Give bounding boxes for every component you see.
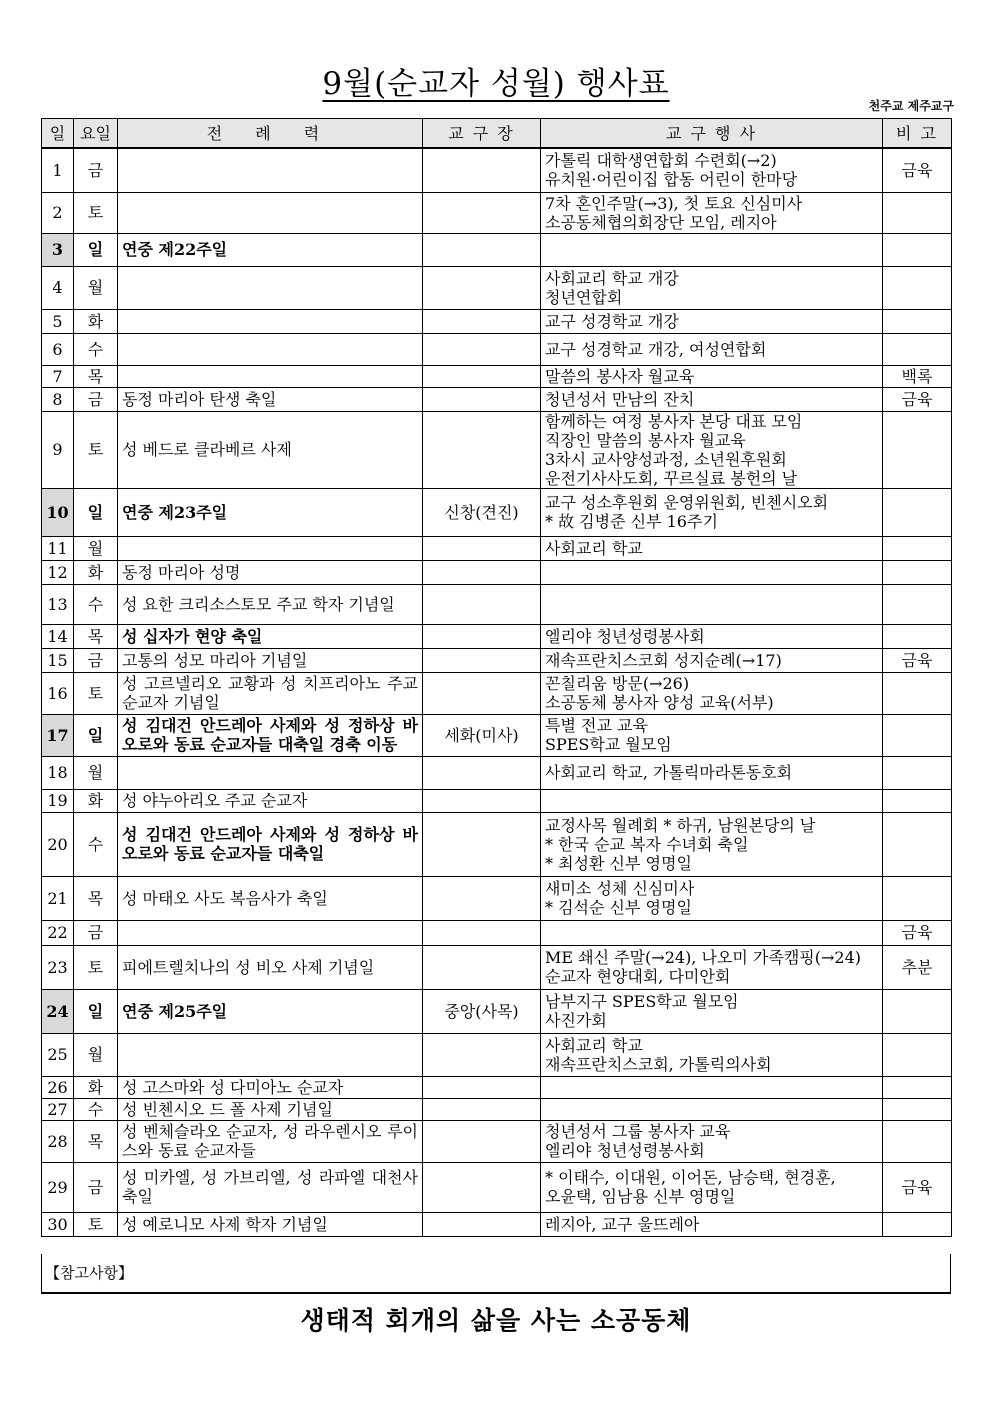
- event-line: 특별 전교 교육: [545, 716, 648, 735]
- bishop-cell: [423, 333, 541, 365]
- event-line: 재속프란치스코회, 가톨릭의사회: [545, 1054, 772, 1074]
- weekday-cell: 금: [74, 920, 118, 945]
- events-cell: [541, 192, 883, 233]
- event-line: * 최성환 신부 영명일: [545, 853, 692, 873]
- note-cell: [883, 560, 952, 584]
- events-cell: [541, 387, 883, 411]
- bishop-cell: [423, 233, 541, 266]
- day-cell: 13: [42, 584, 74, 624]
- day-cell: 10: [42, 488, 74, 536]
- weekday-cell: 토: [74, 192, 118, 233]
- liturgy-text: 성 김대건 안드레아 사제와 성 정하상 바오로와 동료 순교자들 대축일: [122, 825, 418, 863]
- day-cell: 27: [42, 1098, 74, 1120]
- day-cell: 22: [42, 920, 74, 945]
- reference-section: [41, 1254, 951, 1294]
- day-cell: 17: [42, 714, 74, 756]
- table-row: [42, 648, 952, 672]
- weekday-cell: 수: [74, 812, 118, 876]
- table-row: [42, 789, 952, 812]
- day-cell: 18: [42, 756, 74, 789]
- weekday-cell: 토: [74, 411, 118, 488]
- event-line: 사회교리 학교: [545, 538, 643, 558]
- table-row: [42, 945, 952, 989]
- note-cell: 금육: [883, 920, 952, 945]
- bishop-cell: [423, 1162, 541, 1212]
- weekday-cell: 금: [74, 148, 118, 192]
- note-cell: [883, 812, 952, 876]
- table-row: [42, 1076, 952, 1098]
- table-header-row: [42, 119, 952, 149]
- bishop-cell: [423, 624, 541, 648]
- bishop-cell: 중앙(사목): [423, 989, 541, 1033]
- events-cell: [541, 920, 883, 945]
- events-cell: [541, 812, 883, 876]
- event-line: SPES학교 월모임: [545, 735, 672, 754]
- bishop-cell: [423, 1033, 541, 1076]
- note-cell: [883, 488, 952, 536]
- day-cell: 19: [42, 789, 74, 812]
- liturgy-text: 성 야누아리오 주교 순교자: [122, 791, 308, 810]
- note-cell: [883, 756, 952, 789]
- event-line: 사진가회: [545, 1011, 607, 1030]
- event-line: 순교자 현양대회, 다미안회: [545, 967, 731, 986]
- note-cell: [883, 989, 952, 1033]
- event-line: 교정사목 월례회 * 하귀, 남원본당의 날: [545, 815, 816, 835]
- liturgy-cell: [118, 309, 423, 333]
- note-cell: 금육: [883, 148, 952, 192]
- footer-slogan: 생태적 회개의 삶을 사는 소공동체: [300, 1306, 692, 1335]
- weekday-cell: 목: [74, 1120, 118, 1162]
- table-row: [42, 365, 952, 387]
- event-line: 소공동체협의회장단 모임, 레지아: [545, 212, 777, 232]
- weekday-cell: 월: [74, 266, 118, 309]
- day-cell: 1: [42, 148, 74, 192]
- event-line: 사회교리 학교 개강: [545, 268, 679, 288]
- note-cell: [883, 1212, 952, 1236]
- weekday-cell: 토: [74, 945, 118, 989]
- note-cell: [883, 1076, 952, 1098]
- liturgy-cell: [118, 148, 423, 192]
- bishop-cell: [423, 266, 541, 309]
- note-cell: 금육: [883, 387, 952, 411]
- bishop-cell: [423, 876, 541, 920]
- liturgy-text: 성 미카엘, 성 가브리엘, 성 라파엘 대천사 축일: [122, 1168, 418, 1206]
- liturgy-cell: [118, 945, 423, 989]
- event-line: 레지아, 교구 울뜨레아: [545, 1214, 700, 1234]
- liturgy-cell: [118, 365, 423, 387]
- events-cell: [541, 1098, 883, 1120]
- events-cell: [541, 1162, 883, 1212]
- events-cell: [541, 333, 883, 365]
- liturgy-cell: [118, 624, 423, 648]
- events-cell: [541, 789, 883, 812]
- liturgy-text: 성 예로니모 사제 학자 기념일: [122, 1214, 328, 1234]
- note-cell: [883, 672, 952, 714]
- liturgy-cell: [118, 989, 423, 1033]
- liturgy-cell: [118, 411, 423, 488]
- table-row: [42, 1120, 952, 1162]
- liturgy-cell: [118, 672, 423, 714]
- event-line: 청년연합회: [545, 287, 623, 307]
- note-cell: [883, 333, 952, 365]
- liturgy-cell: [118, 1212, 423, 1236]
- events-cell: [541, 309, 883, 333]
- event-line: 직장인 말씀의 봉사자 월교육: [545, 430, 746, 450]
- liturgy-cell: [118, 714, 423, 756]
- event-line: 남부지구 SPES학교 월모임: [545, 992, 739, 1011]
- note-cell: 금육: [883, 1162, 952, 1212]
- header-liturgy: 전 례 력: [118, 119, 423, 149]
- liturgy-text: 성 빈첸시오 드 폴 사제 기념일: [122, 1099, 333, 1119]
- table-row: [42, 233, 952, 266]
- events-cell: [541, 411, 883, 488]
- table-row: [42, 387, 952, 411]
- table-row: [42, 1162, 952, 1212]
- events-cell: [541, 989, 883, 1033]
- liturgy-cell: [118, 192, 423, 233]
- weekday-cell: 수: [74, 584, 118, 624]
- note-cell: 백록: [883, 365, 952, 387]
- table-row: [42, 584, 952, 624]
- event-line: 사회교리 학교: [545, 1035, 643, 1055]
- event-line: 새미소 성체 신심미사: [545, 879, 695, 898]
- liturgy-text: 연중 제22주일: [122, 240, 228, 259]
- liturgy-cell: [118, 1076, 423, 1098]
- page-title: 9월(순교자 성월) 행사표: [322, 66, 670, 102]
- event-line: 재속프란치스코회 성지순례(→17): [545, 650, 782, 670]
- liturgy-cell: [118, 584, 423, 624]
- weekday-cell: 일: [74, 989, 118, 1033]
- day-cell: 5: [42, 309, 74, 333]
- table-row: [42, 333, 952, 365]
- bishop-cell: [423, 789, 541, 812]
- day-cell: 9: [42, 411, 74, 488]
- event-line: 엘리야 청년성령봉사회: [545, 1141, 705, 1160]
- day-cell: 4: [42, 266, 74, 309]
- liturgy-cell: [118, 920, 423, 945]
- table-row: [42, 1212, 952, 1236]
- weekday-cell: 월: [74, 536, 118, 560]
- bishop-cell: [423, 411, 541, 488]
- bishop-cell: [423, 584, 541, 624]
- table-row: [42, 148, 952, 192]
- event-line: * 김석순 신부 영명일: [545, 898, 692, 917]
- bishop-cell: [423, 1098, 541, 1120]
- bishop-cell: [423, 648, 541, 672]
- liturgy-cell: [118, 876, 423, 920]
- liturgy-cell: [118, 333, 423, 365]
- header-dow: 요일: [74, 119, 118, 149]
- event-line: 엘리야 청년성령봉사회: [545, 626, 705, 646]
- events-cell: [541, 560, 883, 584]
- liturgy-text: 성 고르넬리오 교황과 성 치프리아노 주교 순교자 기념일: [122, 674, 418, 712]
- table-row: [42, 560, 952, 584]
- event-line: 청년성서 그룹 봉사자 교육: [545, 1122, 731, 1141]
- liturgy-text: 성 베드로 클라베르 사제: [122, 440, 292, 459]
- bishop-cell: [423, 309, 541, 333]
- table-row: [42, 812, 952, 876]
- bishop-cell: 세화(미사): [423, 714, 541, 756]
- liturgy-text: 동정 마리아 탄생 축일: [122, 389, 277, 409]
- bishop-cell: [423, 560, 541, 584]
- event-line: 3차시 교사양성과정, 소년원후원회: [545, 449, 787, 469]
- events-cell: [541, 945, 883, 989]
- event-line: 오윤택, 임남용 신부 영명일: [545, 1187, 736, 1206]
- day-cell: 23: [42, 945, 74, 989]
- header-note: 비 고: [883, 119, 952, 149]
- event-line: 사회교리 학교, 가톨릭마라톤동호회: [545, 763, 793, 782]
- table-row: [42, 624, 952, 648]
- events-cell: [541, 266, 883, 309]
- weekday-cell: 월: [74, 756, 118, 789]
- weekday-cell: 금: [74, 648, 118, 672]
- header-day: 일: [42, 119, 74, 149]
- liturgy-text: 동정 마리아 성명: [122, 562, 241, 582]
- events-cell: [541, 1212, 883, 1236]
- event-line: 소공동체 봉사자 양성 교육(서부): [545, 693, 774, 712]
- events-cell: [541, 648, 883, 672]
- event-line: 교구 성경학교 개강, 여성연합회: [545, 339, 767, 359]
- events-cell: [541, 1033, 883, 1076]
- bishop-cell: [423, 945, 541, 989]
- bishop-cell: [423, 812, 541, 876]
- note-cell: [883, 233, 952, 266]
- events-cell: [541, 365, 883, 387]
- table-row: [42, 411, 952, 488]
- events-cell: [541, 148, 883, 192]
- bishop-cell: [423, 756, 541, 789]
- liturgy-text: 성 마태오 사도 복음사가 축일: [122, 888, 328, 908]
- organization-label: 천주교 제주교구: [868, 99, 954, 113]
- weekday-cell: 금: [74, 387, 118, 411]
- liturgy-cell: [118, 536, 423, 560]
- day-cell: 15: [42, 648, 74, 672]
- schedule-body: [42, 148, 952, 1236]
- bishop-cell: [423, 387, 541, 411]
- event-line: 가톨릭 대학생연합회 수련회(→2): [545, 151, 777, 171]
- header-events: 교 구 행 사: [541, 119, 883, 149]
- liturgy-text: 성 요한 크리소스토모 주교 학자 기념일: [122, 594, 395, 614]
- table-row: [42, 672, 952, 714]
- day-cell: 24: [42, 989, 74, 1033]
- table-row: [42, 714, 952, 756]
- liturgy-cell: [118, 1120, 423, 1162]
- events-cell: [541, 714, 883, 756]
- schedule-table: [41, 118, 952, 1237]
- liturgy-text: 연중 제23주일: [122, 502, 228, 522]
- liturgy-text: 피에트렐치나의 성 비오 사제 기념일: [122, 957, 375, 977]
- weekday-cell: 목: [74, 876, 118, 920]
- day-cell: 6: [42, 333, 74, 365]
- weekday-cell: 화: [74, 1076, 118, 1098]
- liturgy-cell: [118, 488, 423, 536]
- table-row: [42, 756, 952, 789]
- events-cell: [541, 1120, 883, 1162]
- table-row: [42, 309, 952, 333]
- event-line: 말씀의 봉사자 월교육: [545, 366, 695, 386]
- note-cell: [883, 876, 952, 920]
- liturgy-cell: [118, 560, 423, 584]
- events-cell: [541, 756, 883, 789]
- liturgy-cell: [118, 648, 423, 672]
- liturgy-cell: [118, 387, 423, 411]
- bishop-cell: [423, 672, 541, 714]
- event-line: * 故 김병준 신부 16주기: [545, 512, 718, 531]
- table-row: [42, 192, 952, 233]
- event-line: 유치원·어린이집 합동 어린이 한마당: [545, 170, 798, 190]
- bishop-cell: [423, 1120, 541, 1162]
- liturgy-cell: [118, 1162, 423, 1212]
- liturgy-cell: [118, 1098, 423, 1120]
- event-line: * 한국 순교 복자 수녀회 축일: [545, 834, 749, 854]
- event-line: 꼰칠리움 방문(→26): [545, 674, 690, 693]
- note-cell: [883, 1120, 952, 1162]
- event-line: ME 쇄신 주말(→24), 나오미 가족캠핑(→24): [545, 948, 862, 967]
- liturgy-text: 성 고스마와 성 다미아노 순교자: [122, 1077, 344, 1097]
- note-cell: [883, 624, 952, 648]
- day-cell: 11: [42, 536, 74, 560]
- table-row: [42, 920, 952, 945]
- day-cell: 14: [42, 624, 74, 648]
- bishop-cell: [423, 365, 541, 387]
- table-row: [42, 1098, 952, 1120]
- bishop-cell: [423, 192, 541, 233]
- note-cell: [883, 1098, 952, 1120]
- day-cell: 30: [42, 1212, 74, 1236]
- event-line: 7차 혼인주말(→3), 첫 토요 신심미사: [545, 193, 803, 213]
- day-cell: 8: [42, 387, 74, 411]
- liturgy-text: 연중 제25주일: [122, 1001, 228, 1021]
- day-cell: 21: [42, 876, 74, 920]
- note-cell: 추분: [883, 945, 952, 989]
- weekday-cell: 금: [74, 1162, 118, 1212]
- day-cell: 7: [42, 365, 74, 387]
- day-cell: 29: [42, 1162, 74, 1212]
- weekday-cell: 화: [74, 789, 118, 812]
- note-cell: [883, 584, 952, 624]
- event-line: 교구 성경학교 개강: [545, 311, 679, 331]
- day-cell: 25: [42, 1033, 74, 1076]
- table-row: [42, 989, 952, 1033]
- note-cell: [883, 789, 952, 812]
- weekday-cell: 토: [74, 1212, 118, 1236]
- event-line: 청년성서 만남의 잔치: [545, 389, 695, 409]
- note-cell: [883, 411, 952, 488]
- weekday-cell: 토: [74, 672, 118, 714]
- note-cell: [883, 309, 952, 333]
- reference-label: 【참고사항】: [45, 1264, 133, 1282]
- table-row: [42, 1033, 952, 1076]
- weekday-cell: 목: [74, 624, 118, 648]
- note-cell: [883, 1033, 952, 1076]
- weekday-cell: 수: [74, 1098, 118, 1120]
- bishop-cell: [423, 536, 541, 560]
- note-cell: [883, 714, 952, 756]
- bishop-cell: 신창(견진): [423, 488, 541, 536]
- day-cell: 16: [42, 672, 74, 714]
- events-cell: [541, 1076, 883, 1098]
- bishop-cell: [423, 1076, 541, 1098]
- day-cell: 26: [42, 1076, 74, 1098]
- liturgy-text: 성 김대건 안드레아 사제와 성 정하상 바오로와 동료 순교자들 대축일 경축 이동: [122, 716, 418, 754]
- note-cell: [883, 266, 952, 309]
- weekday-cell: 일: [74, 488, 118, 536]
- liturgy-text: 고통의 성모 마리아 기념일: [122, 650, 308, 670]
- table-row: [42, 536, 952, 560]
- liturgy-cell: [118, 233, 423, 266]
- event-line: * 이태수, 이대원, 이어돈, 남승택, 현경훈,: [545, 1168, 836, 1187]
- events-cell: [541, 672, 883, 714]
- note-cell: 금육: [883, 648, 952, 672]
- bishop-cell: [423, 148, 541, 192]
- weekday-cell: 수: [74, 333, 118, 365]
- events-cell: [541, 488, 883, 536]
- weekday-cell: 일: [74, 714, 118, 756]
- events-cell: [541, 876, 883, 920]
- liturgy-text: 성 십자가 현양 축일: [122, 626, 263, 646]
- events-cell: [541, 584, 883, 624]
- liturgy-cell: [118, 266, 423, 309]
- event-line: 운전기사사도회, 꾸르실료 봉헌의 날: [545, 468, 798, 488]
- events-cell: [541, 624, 883, 648]
- table-row: [42, 876, 952, 920]
- day-cell: 12: [42, 560, 74, 584]
- liturgy-cell: [118, 789, 423, 812]
- weekday-cell: 화: [74, 560, 118, 584]
- table-row: [42, 488, 952, 536]
- day-cell: 3: [42, 233, 74, 266]
- liturgy-cell: [118, 756, 423, 789]
- weekday-cell: 목: [74, 365, 118, 387]
- liturgy-text: 성 벤체슬라오 순교자, 성 라우렌시오 루이스와 동료 순교자들: [122, 1122, 418, 1160]
- bishop-cell: [423, 920, 541, 945]
- events-cell: [541, 536, 883, 560]
- liturgy-cell: [118, 1033, 423, 1076]
- header-bishop: 교 구 장: [423, 119, 541, 149]
- events-cell: [541, 233, 883, 266]
- weekday-cell: 화: [74, 309, 118, 333]
- liturgy-cell: [118, 812, 423, 876]
- bishop-cell: [423, 1212, 541, 1236]
- note-cell: [883, 536, 952, 560]
- table-row: [42, 266, 952, 309]
- weekday-cell: 월: [74, 1033, 118, 1076]
- day-cell: 20: [42, 812, 74, 876]
- day-cell: 2: [42, 192, 74, 233]
- weekday-cell: 일: [74, 233, 118, 266]
- day-cell: 28: [42, 1120, 74, 1162]
- event-line: 교구 성소후원회 운영위원회, 빈첸시오회: [545, 493, 829, 512]
- note-cell: [883, 192, 952, 233]
- event-line: 함께하는 여정 봉사자 본당 대표 모임: [545, 411, 803, 431]
